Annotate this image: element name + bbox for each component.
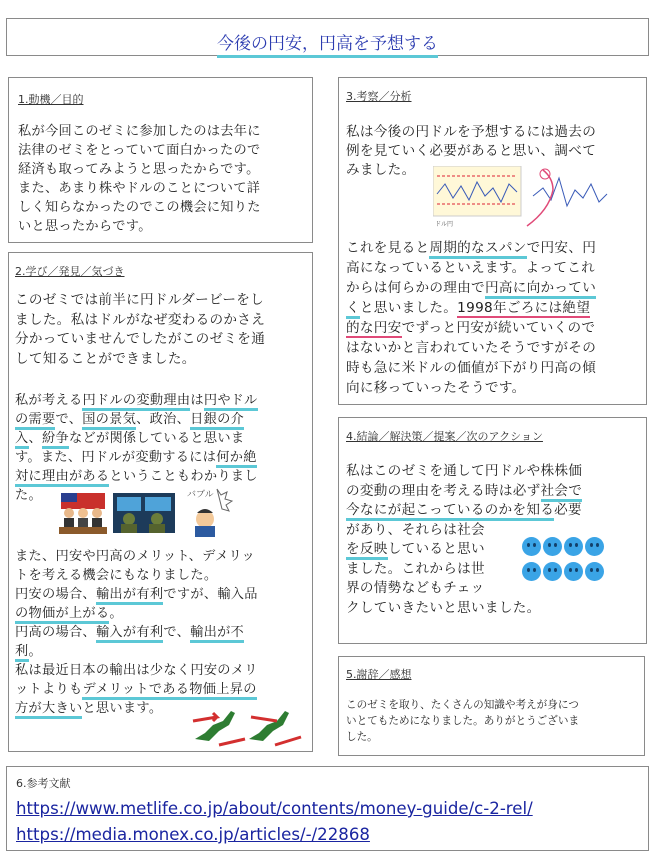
section-body: 私が今回このゼミに参加したのは去年に 法律のゼミをとっていて面白かったので 経済も取ってみようと思ったからです。 また、あまり株やドルのことについて詳 しく知らなかったのでこの機会に知りた いと思ったからです。 xyxy=(18,124,261,234)
analysis-intro: 私は今後の円ドルを予想するには過去の 例を見ていく必要があると思い、調べて みました。 xyxy=(346,124,597,178)
thanks-body: このゼミを取り、たくさんの知識や考えが身につ いとてもためになりました。ありがとうございま した。 xyxy=(346,699,580,743)
japan-map-arrows-illustration xyxy=(189,701,307,749)
svg-text:バブル: バブル xyxy=(187,490,214,500)
soldiers-illustration xyxy=(113,493,175,533)
bubble-burst-illustration xyxy=(181,485,239,537)
section-title: 3.考察／分析 xyxy=(346,90,412,103)
conclusion-body: 私はこのゼミを通して円ドルや株株価 の変動の理由を考える時は必ず社会で 今なにが起こっているのかを知る必要 があり、それらは社会 を反映していると思い ました。これからは世 界の情勢などもチェッ クしていきたいと思いました。 xyxy=(346,463,583,616)
section-thanks xyxy=(338,656,645,756)
section-analysis xyxy=(338,77,647,405)
svg-text:ドル円: ドル円 xyxy=(435,221,454,228)
title-box xyxy=(6,18,649,56)
merit-demerit: また、円安や円高のメリット、デメリッ トを考える機会にもなりました。 円安の場合、輸出が有利ですが、輸入品 の物価が上がる。 円高の場合、輸入が有利で、輸出が不 利。 私は最近日本の輸出は少なく円安のメリ ットよりもデメリットである物価上昇の 方が大きいと思います。 xyxy=(15,547,258,718)
section-title: 5.謝辞／感想 xyxy=(346,668,412,681)
learning-intro: このゼミでは前半に円ドルダービーをし ました。私はドルがなぜ変わるのかさえ 分かっていませんでしたがこのゼミを通 して知ることができました。 xyxy=(15,292,266,367)
section-title: 6.参考文献 xyxy=(16,777,71,790)
learning-reasons: 私が考える円ドルの変動理由は円やドル の需要で、国の景気、政治、日銀の介 入、紛争などが関係していると思いま す。また、円ドルが変動するには何か絶 対に理由があるということもわかりまし た。 xyxy=(15,393,258,503)
presidents-illustration xyxy=(57,491,109,535)
section-learning xyxy=(8,252,313,752)
yen-chart-illustration xyxy=(433,166,613,230)
worried-faces-illustration xyxy=(521,536,611,586)
section-title: 1.動機／目的 xyxy=(18,93,84,106)
section-title: 2.学び／発見／気づき xyxy=(15,265,125,278)
analysis-body: これを見ると周期的なスパンで円安、円 高になっているといえます。よってこれ からは何らかの理由で円高に向かってい くと思いました。1998年ごろには絶望 的な円安でずっと円安が続いていくので はないかと言われていたそうですがその 時も急に米ドルの価値が下がり円高の傾 向に移っていったそうです。 xyxy=(346,240,597,396)
section-conclusion xyxy=(338,417,647,644)
reference-link-monex[interactable]: https://media.monex.co.jp/articles/-/22868 xyxy=(16,825,370,844)
section-title: 4.結論／解決策／提案／次のアクション xyxy=(346,430,543,443)
section-references xyxy=(6,766,649,851)
reference-link-metlife[interactable]: https://www.metlife.co.jp/about/contents/money-guide/c-2-rel/ xyxy=(16,799,533,818)
section-motivation xyxy=(8,77,313,243)
page-title: 今後の円安，円高を予想する xyxy=(7,29,648,54)
